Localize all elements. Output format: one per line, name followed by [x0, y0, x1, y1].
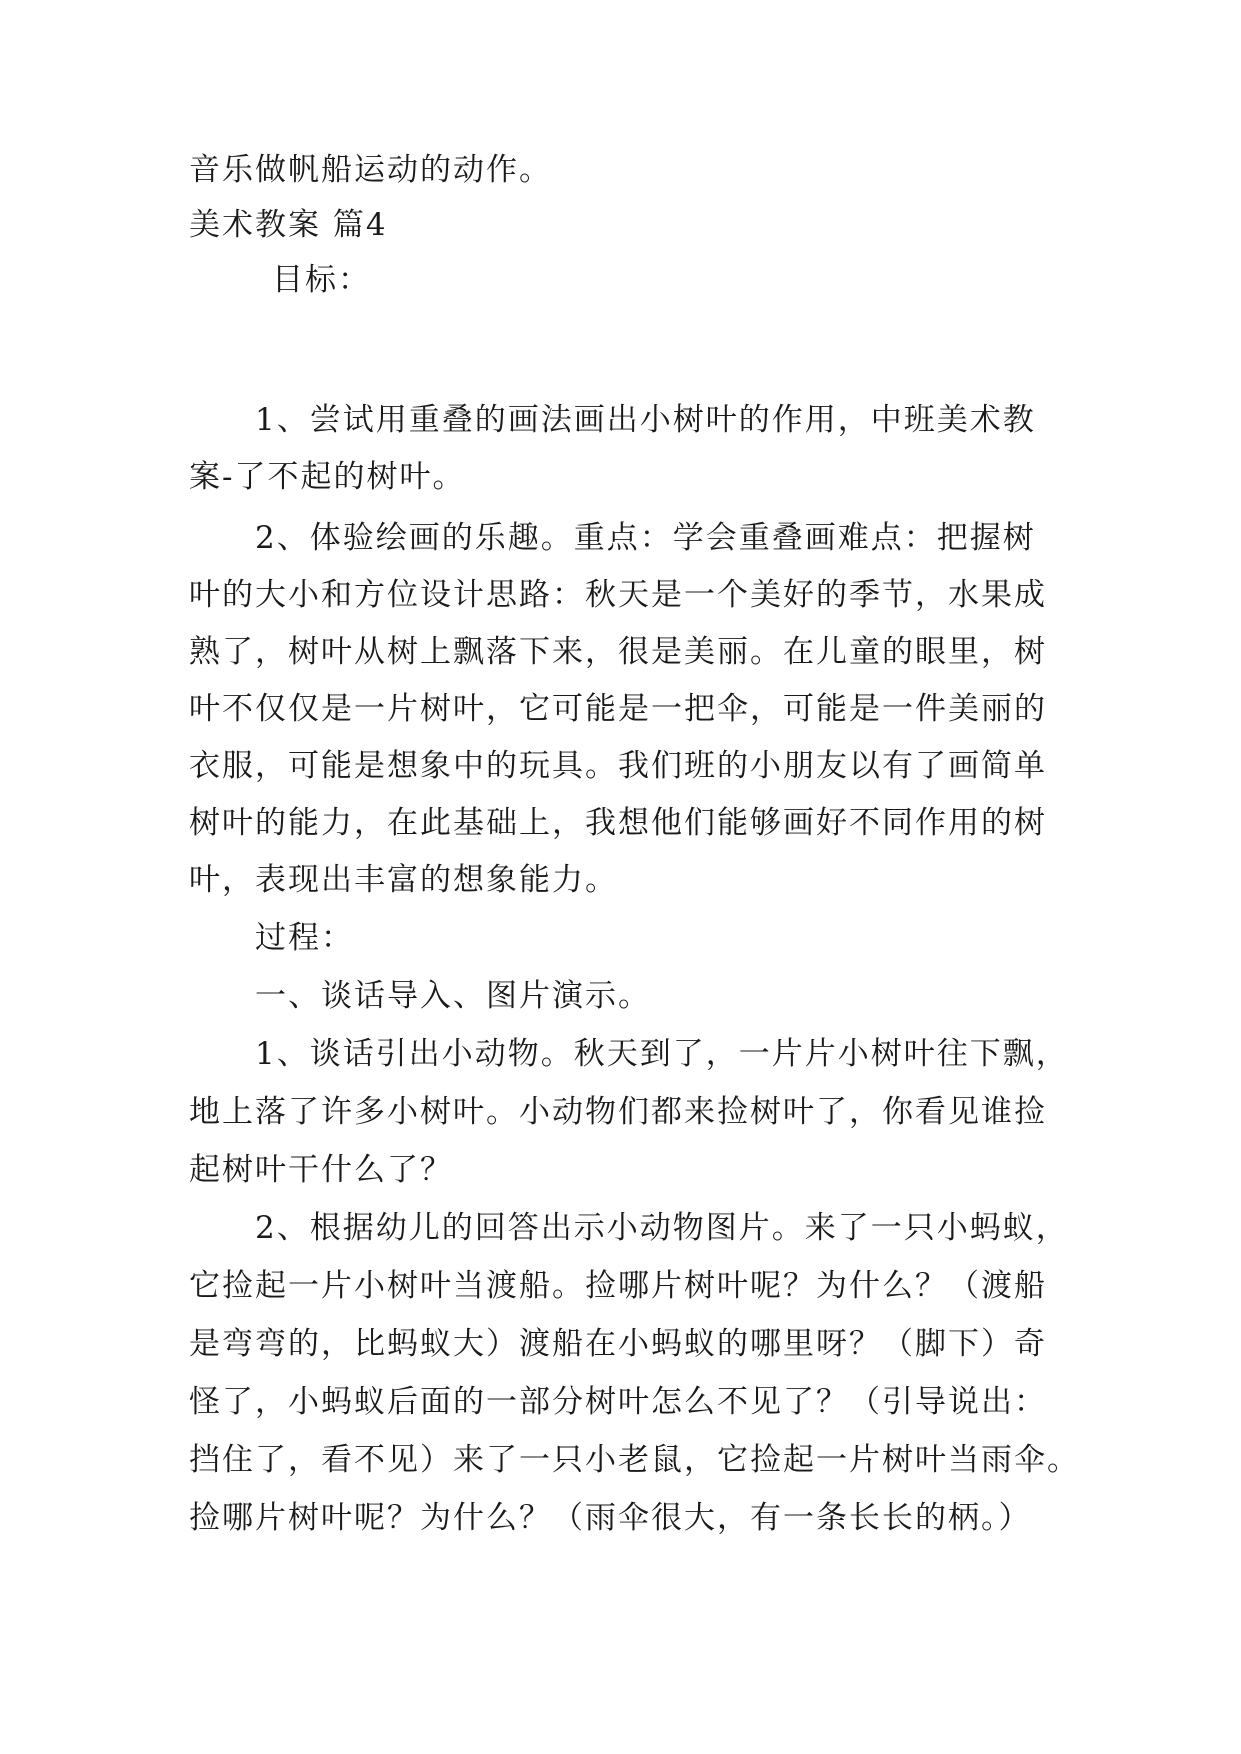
text-line: 是弯弯的，比蚂蚁大）渡船在小蚂蚁的哪里呀？（脚下）奇 — [189, 1326, 1047, 1362]
text-line: 一、谈话导入、图片演示。 — [255, 978, 651, 1014]
text-line: 地上落了许多小树叶。小动物们都来捡树叶了，你看见谁捡 — [189, 1094, 1047, 1130]
text-line: 捡哪片树叶呢？为什么？（雨伞很大，有一条长长的柄。） — [189, 1500, 1032, 1536]
text-line: 怪了，小蚂蚁后面的一部分树叶怎么不见了？（引导说出： — [189, 1384, 1047, 1420]
text-line: 树叶的能力，在此基础上，我想他们能够画好不同作用的树 — [189, 805, 1047, 841]
text-line: 2、体验绘画的乐趣。重点：学会重叠画难点：把握树 — [255, 520, 1036, 556]
text-line: 挡住了，看不见）来了一只小老鼠，它捡起一片树叶当雨伞。 — [189, 1442, 1080, 1478]
text-line: 叶的大小和方位设计思路：秋天是一个美好的季节，水果成 — [189, 577, 1047, 613]
subheading-process: 过程： — [255, 920, 354, 956]
text-line: 衣服，可能是想象中的玩具。我们班的小朋友以有了画简单 — [189, 748, 1047, 784]
text-line: 起树叶干什么了？ — [189, 1152, 453, 1188]
text-line: 2、根据幼儿的回答出示小动物图片。来了一只小蚂蚁， — [255, 1210, 1069, 1246]
text-line: 案-了不起的树叶。 — [189, 459, 466, 495]
text-line: 叶不仅仅是一片树叶，它可能是一把伞，可能是一件美丽的 — [189, 691, 1047, 727]
text-line: 音乐做帆船运动的动作。 — [189, 152, 552, 188]
text-line: 1、谈话引出小动物。秋天到了，一片片小树叶往下飘， — [255, 1036, 1069, 1072]
text-line: 它捡起一片小树叶当渡船。捡哪片树叶呢？为什么？（渡船 — [189, 1268, 1047, 1304]
subheading-goals: 目标： — [272, 262, 371, 298]
section-heading: 美术教案 篇4 — [189, 207, 388, 243]
text-line: 叶，表现出丰富的想象能力。 — [189, 862, 618, 898]
text-line: 熟了，树叶从树上飘落下来，很是美丽。在儿童的眼里，树 — [189, 634, 1047, 670]
text-line: 1、尝试用重叠的画法画出小树叶的作用，中班美术教 — [255, 402, 1036, 438]
